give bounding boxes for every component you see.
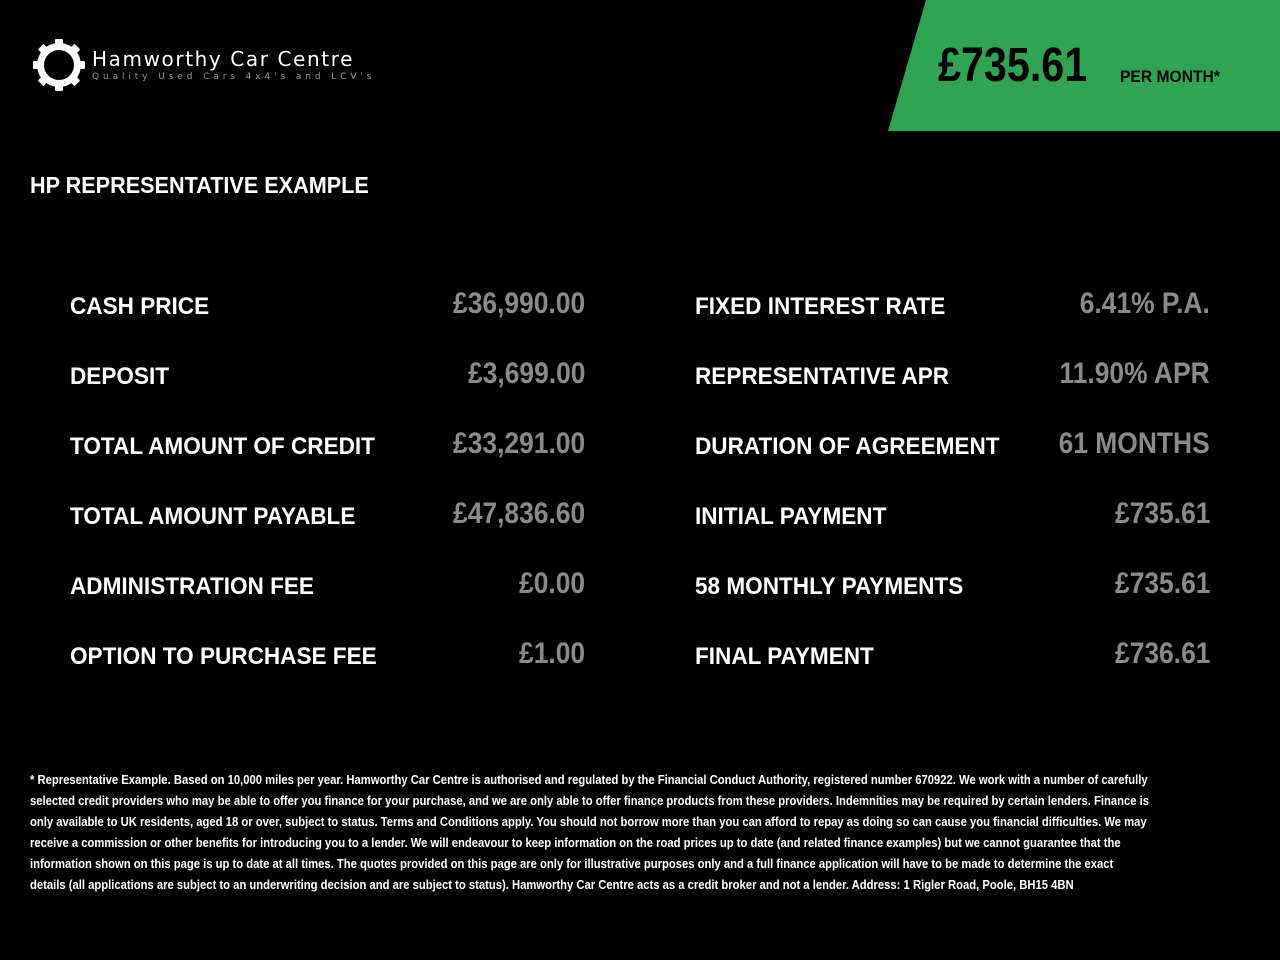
row-value: 6.41% P.A. [1079, 287, 1210, 320]
finance-row [70, 637, 585, 677]
per-month-label: PER MONTH* [1120, 67, 1220, 86]
disclaimer-line: information shown on this page is up to date at all times. The quotes provided on this page are only for illustrative purposes only and a full finance application will have to be made to determine the exact [30, 857, 1114, 871]
row-label: OPTION TO PURCHASE FEE [70, 643, 377, 670]
disclaimer-line: receive a commission or other benefits for introducing you to a lender. We will endeavour to keep information on the road prices up to date (and related finance examples) but we cannot guarantee that the [30, 836, 1121, 850]
row-value: £1.00 [518, 637, 585, 670]
disclaimer-line: * Representative Example. Based on 10,000 miles per year. Hamworthy Car Centre is authorised and regulated by the Financial Conduct Authority, registered number 670922. We work with a number of carefully [30, 773, 1148, 787]
row-label: 58 MONTHLY PAYMENTS [695, 573, 964, 600]
finance-row [70, 497, 585, 537]
row-value: £0.00 [518, 567, 585, 600]
row-value: £735.61 [1114, 497, 1210, 530]
row-value: 61 MONTHS [1058, 427, 1210, 460]
dealer-name: Hamworthy Car Centre [92, 47, 354, 71]
finance-row [695, 497, 1210, 537]
disclaimer-line: selected credit providers who may be able to offer you finance for your purchase, and we are only able to offer finance products from these providers. Indemnities may be required by certain lenders. Finance is [30, 794, 1150, 808]
row-label: ADMINISTRATION FEE [70, 573, 314, 600]
gear-logo-icon [30, 38, 88, 92]
finance-row [695, 287, 1210, 327]
monthly-price-amount: £735.61 [938, 39, 1088, 92]
row-value: £736.61 [1114, 637, 1210, 670]
dealer-tagline: Quality Used Cars 4x4's and LCV's [92, 72, 376, 82]
finance-row [695, 637, 1210, 677]
row-value: 11.90% APR [1059, 357, 1210, 390]
row-label: INITIAL PAYMENT [695, 503, 887, 530]
row-label: FINAL PAYMENT [695, 643, 874, 670]
disclaimer-line: details (all applications are subject to an underwriting decision and are subject to status). Hamworthy Car Centre acts as a credit broker and not a lender. Address: 1 Rigler Road, Poole, BH15 4BN [30, 878, 1074, 892]
finance-row [695, 567, 1210, 607]
row-label: REPRESENTATIVE APR [695, 363, 950, 390]
row-label: TOTAL AMOUNT OF CREDIT [70, 433, 375, 460]
section-title: HP REPRESENTATIVE EXAMPLE [30, 172, 369, 198]
row-value: £735.61 [1114, 567, 1210, 600]
row-value: £36,990.00 [452, 287, 585, 320]
row-value: £47,836.60 [452, 497, 585, 530]
finance-row [70, 357, 585, 397]
row-label: DEPOSIT [70, 363, 170, 390]
finance-row [695, 357, 1210, 397]
row-value: £3,699.00 [467, 357, 585, 390]
finance-row [70, 427, 585, 467]
row-value: £33,291.00 [452, 427, 585, 460]
finance-row [695, 427, 1210, 467]
dealer-logo [30, 38, 375, 92]
finance-row [70, 567, 585, 607]
row-label: FIXED INTEREST RATE [695, 293, 946, 320]
disclaimer-line: only available to UK residents, aged 18 or over, subject to status. Terms and Conditions apply. You should not borrow more than you can afford to repay as doing so can cause you financial difficulties. We may [30, 815, 1147, 829]
row-label: DURATION OF AGREEMENT [695, 433, 1000, 460]
finance-disclaimer [30, 770, 1155, 896]
row-label: CASH PRICE [70, 293, 210, 320]
row-label: TOTAL AMOUNT PAYABLE [70, 503, 356, 530]
finance-row [70, 287, 585, 327]
